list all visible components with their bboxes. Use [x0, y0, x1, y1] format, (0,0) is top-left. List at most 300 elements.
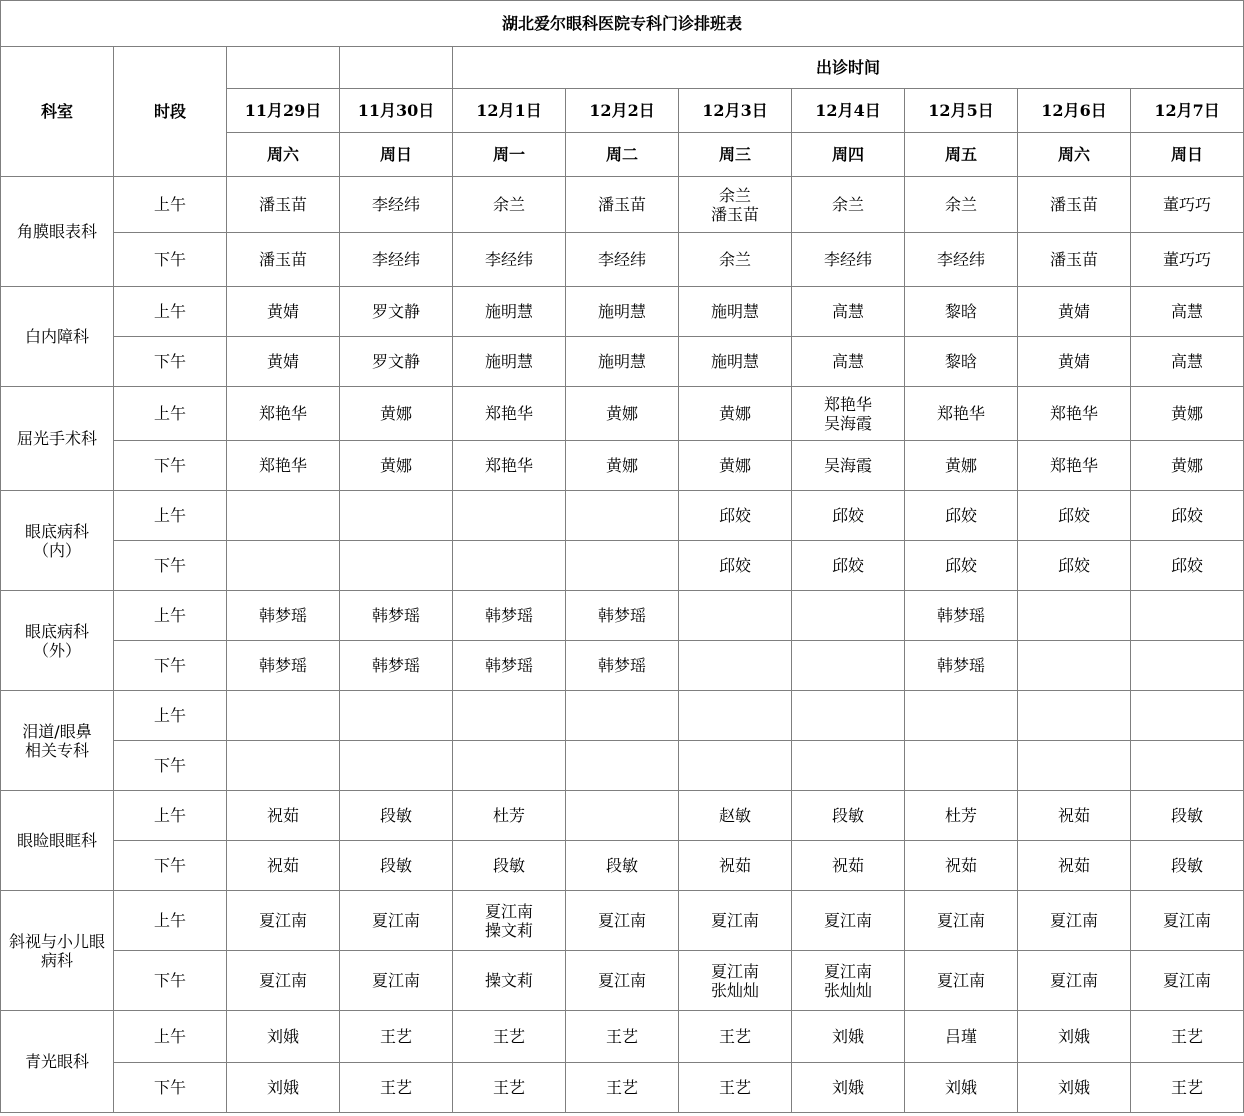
doctor-cell: [1131, 287, 1244, 337]
doctor-cell: [227, 951, 340, 1011]
doctor-name: 董巧巧: [1163, 195, 1212, 214]
doctor-name: 黄娜: [605, 404, 638, 423]
doctor-cell: [905, 691, 1018, 741]
doctor-name: 段敏: [492, 856, 525, 875]
doctor-name: 李经纬: [823, 250, 872, 269]
doctor-name: 黎晗: [944, 352, 977, 371]
doctor-cell: [792, 691, 905, 741]
doctor-cell: [227, 287, 340, 337]
department-name-line: 斜视与小儿眼: [8, 931, 105, 951]
department-name: [1, 177, 114, 287]
doctor-cell: [227, 691, 340, 741]
doctor-name: 郑艳华: [258, 404, 307, 423]
doctor-cell: [1018, 441, 1131, 491]
doctor-cell: [905, 491, 1018, 541]
doctor-cell: [340, 337, 453, 387]
doctor-cell: [340, 791, 453, 841]
doctor-name: 祝茹: [1057, 806, 1090, 825]
doctor-name: 郑艳华: [484, 456, 533, 475]
doctor-cell: [905, 641, 1018, 691]
schedule-row: [1, 541, 1244, 591]
weekday-header: 周五: [905, 133, 1018, 177]
doctor-cell: [566, 177, 679, 233]
doctor-name: 王艺: [379, 1027, 412, 1046]
doctor-name: 张灿灿: [710, 980, 759, 1000]
doctor-cell: [227, 741, 340, 791]
doctor-cell: [679, 337, 792, 387]
period-column-header: 时段: [114, 47, 227, 177]
doctor-cell: [453, 287, 566, 337]
doctor-cell: [679, 891, 792, 951]
doctor-cell: [792, 287, 905, 337]
weekday-header: 周二: [566, 133, 679, 177]
doctor-cell: [1131, 791, 1244, 841]
doctor-cell: [679, 541, 792, 591]
schedule-row: [1, 791, 1244, 841]
schedule-row: [1, 441, 1244, 491]
period-label: 下午: [114, 441, 227, 491]
doctor-cell: [566, 1011, 679, 1063]
doctor-cell: [1018, 741, 1131, 791]
doctor-name: 邱姣: [944, 506, 977, 525]
doctor-name: 夏江南: [597, 911, 646, 930]
doctor-name: 施明慧: [710, 352, 759, 371]
doctor-name: 潘玉苗: [258, 195, 307, 214]
period-label: 下午: [114, 741, 227, 791]
schedule-row: [1, 951, 1244, 1011]
doctor-cell: [227, 177, 340, 233]
doctor-name: 黄娜: [379, 456, 412, 475]
doctor-name: 韩梦瑶: [597, 656, 646, 675]
doctor-name: 李经纬: [597, 250, 646, 269]
doctor-name: 祝茹: [266, 856, 299, 875]
doctor-cell: [453, 337, 566, 387]
schedule-row: [1, 641, 1244, 691]
doctor-name: 潘玉苗: [258, 250, 307, 269]
doctor-cell: [1018, 951, 1131, 1011]
doctor-name: 夏江南: [823, 911, 872, 930]
doctor-name: 李经纬: [484, 250, 533, 269]
doctor-cell: [792, 177, 905, 233]
department-name-line: （外）: [32, 640, 81, 660]
doctor-name: 夏江南: [371, 971, 420, 990]
blank-header-cell: [340, 47, 453, 89]
department-name-line: 屈光手术科: [16, 429, 97, 448]
doctor-name: 黄婧: [1057, 302, 1090, 321]
doctor-cell: [227, 891, 340, 951]
schedule-row: [1, 387, 1244, 441]
doctor-name: 郑艳华: [1049, 404, 1098, 423]
doctor-name: 刘娥: [1057, 1027, 1090, 1046]
doctor-cell: [566, 951, 679, 1011]
doctor-name: 潘玉苗: [1049, 195, 1098, 214]
doctor-name: 夏江南: [258, 911, 307, 930]
doctor-cell: [453, 791, 566, 841]
period-label: 上午: [114, 591, 227, 641]
doctor-cell: [453, 541, 566, 591]
doctor-cell: [679, 741, 792, 791]
doctor-name: 刘娥: [266, 1078, 299, 1097]
doctor-name: 罗文静: [371, 352, 420, 371]
doctor-name: 董巧巧: [1163, 250, 1212, 269]
doctor-name: 段敏: [379, 856, 412, 875]
period-label: 上午: [114, 287, 227, 337]
schedule-group-header: 出诊时间: [453, 47, 1244, 89]
doctor-cell: [679, 177, 792, 233]
schedule-row: [1, 1011, 1244, 1063]
doctor-cell: [227, 841, 340, 891]
doctor-cell: [1018, 891, 1131, 951]
blank-header-cell: [227, 47, 340, 89]
doctor-name: 施明慧: [710, 302, 759, 321]
doctor-name: 王艺: [605, 1027, 638, 1046]
doctor-name: 刘娥: [831, 1027, 864, 1046]
doctor-cell: [679, 951, 792, 1011]
doctor-cell: [905, 287, 1018, 337]
doctor-cell: [1018, 1063, 1131, 1113]
doctor-cell: [1131, 337, 1244, 387]
doctor-name: 高慧: [831, 352, 864, 371]
doctor-name: 夏江南: [1049, 971, 1098, 990]
doctor-cell: [792, 337, 905, 387]
doctor-name: 夏江南: [1049, 911, 1098, 930]
doctor-cell: [792, 441, 905, 491]
doctor-cell: [227, 641, 340, 691]
department-name-line: 相关专科: [24, 740, 89, 760]
doctor-name: 杜芳: [492, 806, 525, 825]
doctor-cell: [453, 387, 566, 441]
doctor-cell: [905, 741, 1018, 791]
schedule-row: [1, 841, 1244, 891]
doctor-cell: [792, 387, 905, 441]
doctor-cell: [1018, 691, 1131, 741]
doctor-cell: [1018, 337, 1131, 387]
doctor-name: 施明慧: [484, 302, 533, 321]
doctor-cell: [679, 491, 792, 541]
doctor-name: 黎晗: [944, 302, 977, 321]
date-header: 12月4日: [792, 89, 905, 133]
doctor-name: 黄娜: [718, 404, 751, 423]
doctor-cell: [905, 337, 1018, 387]
doctor-cell: [566, 233, 679, 287]
doctor-cell: [566, 387, 679, 441]
doctor-cell: [1131, 387, 1244, 441]
doctor-cell: [566, 841, 679, 891]
period-label: 上午: [114, 491, 227, 541]
doctor-name: 韩梦瑶: [597, 606, 646, 625]
doctor-cell: [905, 1011, 1018, 1063]
doctor-cell: [227, 441, 340, 491]
date-header: 11月29日: [227, 89, 340, 133]
doctor-name: 黄娜: [1171, 456, 1204, 475]
doctor-cell: [340, 541, 453, 591]
schedule-row: [1, 891, 1244, 951]
doctor-cell: [792, 951, 905, 1011]
doctor-cell: [1131, 491, 1244, 541]
doctor-name: 罗文静: [371, 302, 420, 321]
doctor-cell: [566, 337, 679, 387]
doctor-cell: [905, 891, 1018, 951]
doctor-cell: [566, 591, 679, 641]
doctor-cell: [566, 541, 679, 591]
department-name: [1, 387, 114, 491]
doctor-cell: [792, 1011, 905, 1063]
period-label: 上午: [114, 387, 227, 441]
doctor-cell: [453, 951, 566, 1011]
doctor-cell: [340, 491, 453, 541]
doctor-name: 刘娥: [266, 1027, 299, 1046]
doctor-cell: [679, 1011, 792, 1063]
doctor-cell: [340, 233, 453, 287]
doctor-name: 段敏: [605, 856, 638, 875]
weekday-header: 周一: [453, 133, 566, 177]
doctor-cell: [340, 951, 453, 1011]
doctor-name: 潘玉苗: [597, 195, 646, 214]
doctor-name: 段敏: [379, 806, 412, 825]
weekday-header: 周四: [792, 133, 905, 177]
doctor-cell: [340, 387, 453, 441]
doctor-cell: [792, 491, 905, 541]
doctor-name: 祝茹: [944, 856, 977, 875]
doctor-name: 郑艳华: [258, 456, 307, 475]
doctor-cell: [227, 233, 340, 287]
department-name: [1, 891, 114, 1011]
doctor-cell: [340, 591, 453, 641]
doctor-cell: [1018, 541, 1131, 591]
department-name: [1, 1011, 114, 1113]
doctor-cell: [792, 841, 905, 891]
doctor-name: 黄娜: [718, 456, 751, 475]
doctor-cell: [566, 287, 679, 337]
doctor-cell: [566, 1063, 679, 1113]
doctor-name: 郑艳华: [823, 394, 872, 414]
doctor-name: 夏江南: [484, 901, 533, 921]
doctor-cell: [453, 441, 566, 491]
doctor-cell: [453, 641, 566, 691]
doctor-cell: [227, 791, 340, 841]
schedule-row: [1, 491, 1244, 541]
doctor-cell: [1131, 233, 1244, 287]
department-name: [1, 691, 114, 791]
doctor-name: 黄婧: [1057, 352, 1090, 371]
schedule-row: [1, 287, 1244, 337]
doctor-name: 夏江南: [710, 961, 759, 981]
doctor-cell: [792, 791, 905, 841]
schedule-row: [1, 233, 1244, 287]
doctor-cell: [227, 337, 340, 387]
doctor-cell: [679, 441, 792, 491]
period-label: 上午: [114, 1011, 227, 1063]
department-name-line: 眼睑眼眶科: [16, 831, 97, 850]
doctor-name: 夏江南: [823, 961, 872, 981]
doctor-cell: [340, 177, 453, 233]
doctor-cell: [1131, 891, 1244, 951]
doctor-cell: [1018, 177, 1131, 233]
doctor-cell: [566, 441, 679, 491]
doctor-name: 邱姣: [831, 556, 864, 575]
doctor-cell: [566, 891, 679, 951]
doctor-cell: [1018, 641, 1131, 691]
doctor-cell: [453, 233, 566, 287]
doctor-name: 潘玉苗: [710, 204, 759, 224]
doctor-name: 黄婧: [266, 302, 299, 321]
doctor-cell: [1131, 951, 1244, 1011]
doctor-name: 韩梦瑶: [484, 606, 533, 625]
doctor-cell: [340, 441, 453, 491]
doctor-name: 李经纬: [371, 195, 420, 214]
period-label: 下午: [114, 337, 227, 387]
doctor-name: 段敏: [1171, 806, 1204, 825]
doctor-cell: [1131, 1011, 1244, 1063]
schedule-row: [1, 177, 1244, 233]
date-header: 11月30日: [340, 89, 453, 133]
doctor-cell: [227, 1063, 340, 1113]
doctor-cell: [453, 1011, 566, 1063]
doctor-cell: [1018, 841, 1131, 891]
schedule-row: [1, 1063, 1244, 1113]
doctor-name: 夏江南: [936, 971, 985, 990]
doctor-cell: [1018, 591, 1131, 641]
doctor-cell: [1131, 177, 1244, 233]
department-name-line: 眼底病科: [24, 621, 89, 641]
doctor-name: 施明慧: [597, 302, 646, 321]
doctor-name: 夏江南: [1163, 911, 1212, 930]
department-name: [1, 591, 114, 691]
doctor-cell: [566, 791, 679, 841]
department-name: [1, 491, 114, 591]
doctor-cell: [679, 387, 792, 441]
doctor-cell: [679, 1063, 792, 1113]
doctor-name: 邱姣: [1057, 506, 1090, 525]
doctor-cell: [1018, 287, 1131, 337]
doctor-name: 邱姣: [1171, 506, 1204, 525]
doctor-name: 邱姣: [718, 506, 751, 525]
doctor-name: 余兰: [944, 195, 977, 214]
doctor-cell: [340, 1011, 453, 1063]
date-header: 12月3日: [679, 89, 792, 133]
doctor-name: 余兰: [492, 195, 525, 214]
doctor-name: 夏江南: [258, 971, 307, 990]
doctor-cell: [566, 691, 679, 741]
period-label: 下午: [114, 951, 227, 1011]
doctor-cell: [340, 641, 453, 691]
doctor-name: 祝茹: [266, 806, 299, 825]
page-title: 湖北爱尔眼科医院专科门诊排班表: [1, 1, 1244, 47]
doctor-name: 王艺: [605, 1078, 638, 1097]
doctor-cell: [1018, 791, 1131, 841]
doctor-cell: [1131, 841, 1244, 891]
doctor-name: 李经纬: [936, 250, 985, 269]
doctor-name: 高慧: [831, 302, 864, 321]
doctor-cell: [905, 177, 1018, 233]
doctor-name: 吴海霞: [823, 413, 872, 433]
doctor-name: 赵敏: [718, 806, 751, 825]
department-name: [1, 287, 114, 387]
doctor-cell: [792, 591, 905, 641]
period-label: 上午: [114, 791, 227, 841]
doctor-cell: [340, 891, 453, 951]
doctor-cell: [679, 591, 792, 641]
doctor-cell: [340, 741, 453, 791]
doctor-name: 吴海霞: [823, 456, 872, 475]
period-label: 下午: [114, 641, 227, 691]
doctor-name: 黄娜: [605, 456, 638, 475]
doctor-name: 施明慧: [597, 352, 646, 371]
doctor-name: 韩梦瑶: [484, 656, 533, 675]
doctor-name: 余兰: [718, 250, 751, 269]
doctor-name: 黄娜: [944, 456, 977, 475]
doctor-name: 夏江南: [1163, 971, 1212, 990]
doctor-cell: [566, 641, 679, 691]
dept-column-header: 科室: [1, 47, 114, 177]
doctor-cell: [1131, 741, 1244, 791]
doctor-name: 郑艳华: [1049, 456, 1098, 475]
weekday-header: 周六: [1018, 133, 1131, 177]
doctor-name: 王艺: [718, 1078, 751, 1097]
doctor-cell: [227, 541, 340, 591]
date-header: 12月5日: [905, 89, 1018, 133]
doctor-cell: [453, 691, 566, 741]
doctor-name: 王艺: [492, 1027, 525, 1046]
doctor-cell: [1018, 1011, 1131, 1063]
doctor-cell: [566, 491, 679, 541]
department-name-line: 白内障科: [24, 327, 89, 346]
doctor-cell: [227, 491, 340, 541]
doctor-name: 韩梦瑶: [258, 656, 307, 675]
schedule-row: [1, 691, 1244, 741]
doctor-cell: [453, 177, 566, 233]
weekday-header: 周日: [1131, 133, 1244, 177]
department-name-line: 青光眼科: [24, 1052, 89, 1071]
doctor-cell: [792, 541, 905, 591]
doctor-name: 黄娜: [1171, 404, 1204, 423]
doctor-cell: [1018, 491, 1131, 541]
doctor-cell: [453, 841, 566, 891]
doctor-cell: [905, 791, 1018, 841]
doctor-cell: [1018, 387, 1131, 441]
doctor-name: 王艺: [492, 1078, 525, 1097]
department-name-line: 眼底病科: [24, 521, 89, 541]
doctor-cell: [340, 1063, 453, 1113]
doctor-cell: [453, 741, 566, 791]
doctor-name: 夏江南: [371, 911, 420, 930]
period-label: 上午: [114, 691, 227, 741]
doctor-name: 操文莉: [484, 971, 533, 990]
doctor-name: 段敏: [831, 806, 864, 825]
doctor-cell: [905, 441, 1018, 491]
date-header: 12月6日: [1018, 89, 1131, 133]
doctor-cell: [1131, 591, 1244, 641]
doctor-name: 杜芳: [944, 806, 977, 825]
doctor-name: 夏江南: [597, 971, 646, 990]
department-name-line: 病科: [40, 950, 73, 970]
doctor-name: 余兰: [718, 185, 751, 205]
doctor-name: 韩梦瑶: [936, 606, 985, 625]
doctor-cell: [1131, 541, 1244, 591]
doctor-name: 夏江南: [710, 911, 759, 930]
doctor-name: 高慧: [1171, 352, 1204, 371]
doctor-name: 王艺: [1171, 1027, 1204, 1046]
doctor-cell: [227, 387, 340, 441]
period-label: 下午: [114, 541, 227, 591]
doctor-cell: [1131, 691, 1244, 741]
doctor-cell: [1131, 1063, 1244, 1113]
department-name-line: 角膜眼表科: [16, 222, 97, 241]
department-name-line: （内）: [32, 540, 81, 560]
doctor-cell: [905, 591, 1018, 641]
doctor-name: 吕瑾: [944, 1027, 977, 1046]
doctor-cell: [792, 891, 905, 951]
